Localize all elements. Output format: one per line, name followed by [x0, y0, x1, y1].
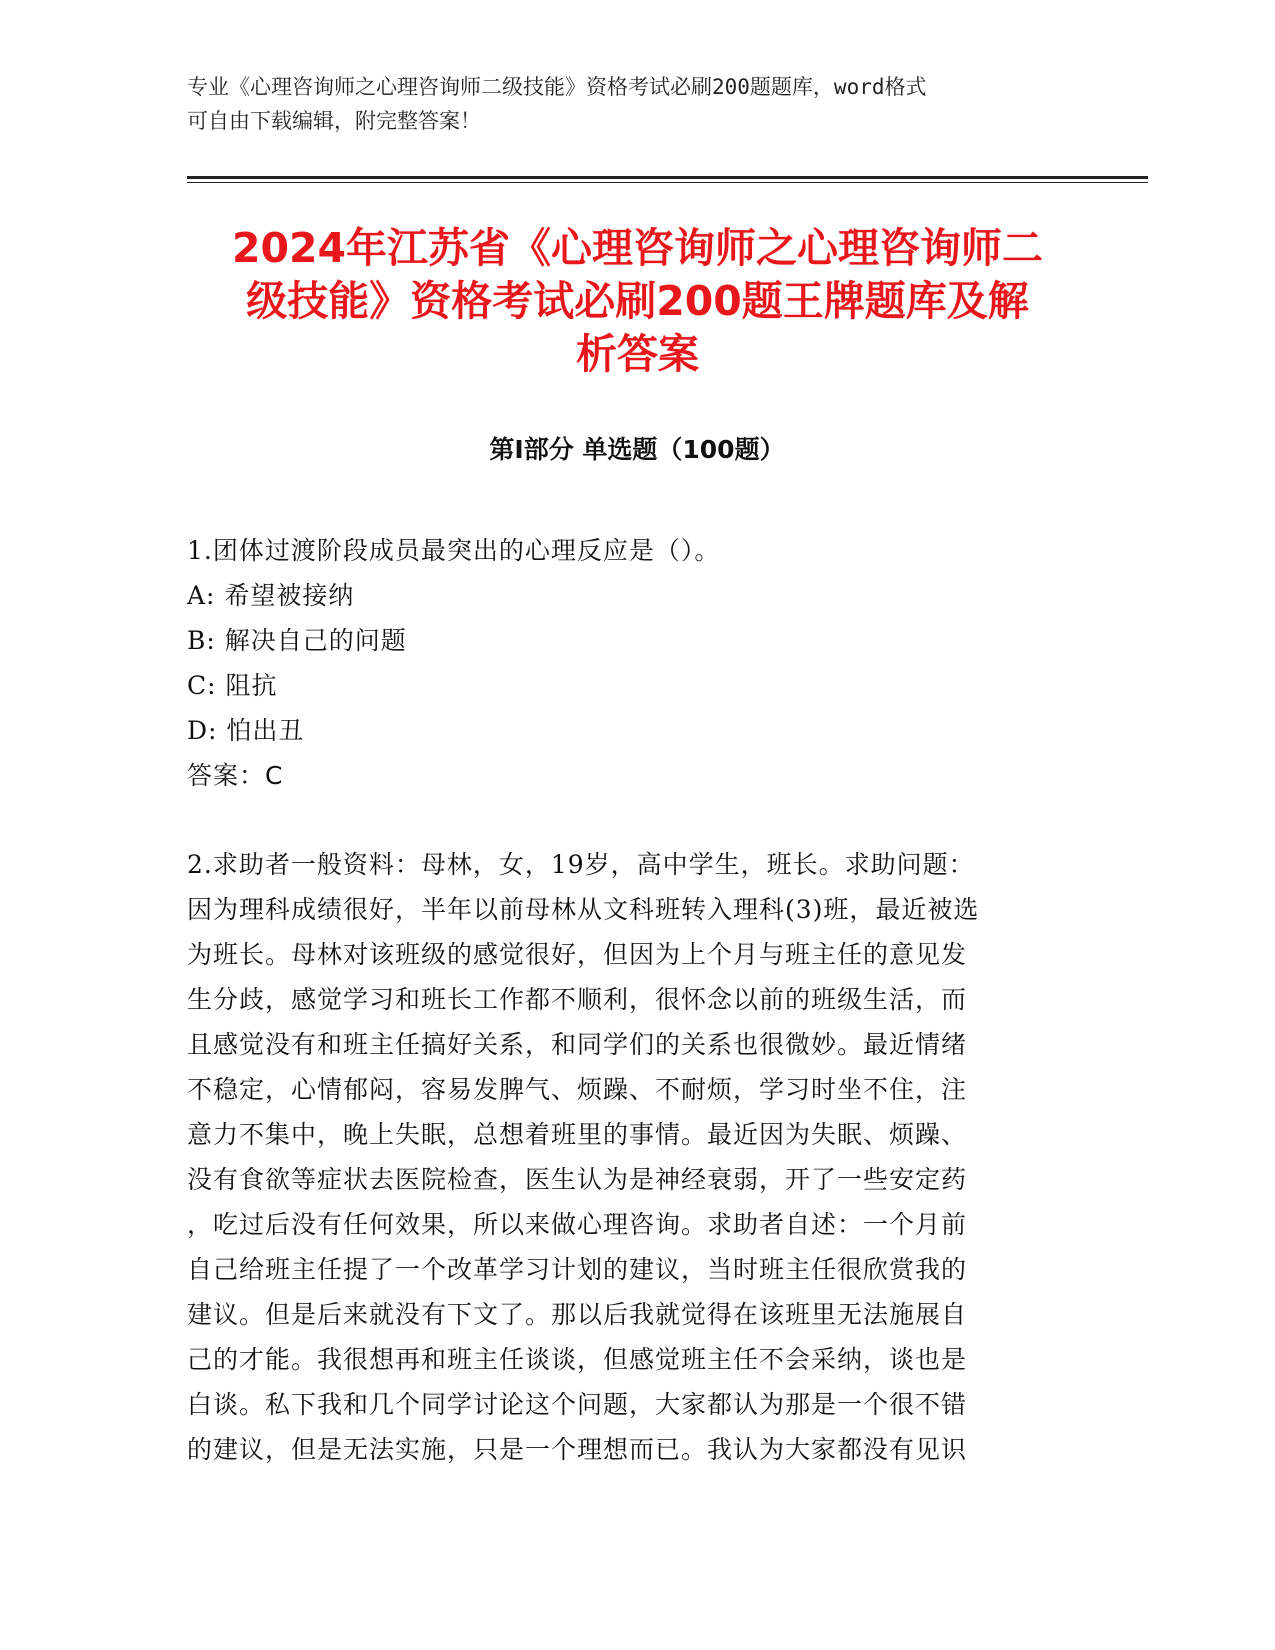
question-1-stem: 1.团体过渡阶段成员最突出的心理反应是（）。 — [187, 536, 721, 565]
question-2-line: 没有食欲等症状去医院检查，医生认为是神经衰弱，开了一些安定药 — [187, 1165, 968, 1194]
title-line-1: 2024年江苏省《心理咨询师之心理咨询师二 — [231, 224, 1044, 272]
question-2 — [187, 842, 1087, 1472]
question-2-line: 因为理科成绩很好，半年以前母林从文科班转入理科(3)班，最近被选 — [187, 895, 980, 924]
question-1-option-c: C: 阻抗 — [187, 671, 278, 700]
title-line-3: 析答案 — [576, 330, 699, 378]
question-2-line: 不稳定，心情郁闷，容易发脾气、烦躁、不耐烦，学习时坐不住，注 — [187, 1075, 968, 1104]
question-2-line: 且感觉没有和班主任搞好关系，和同学们的关系也很微妙。最近情绪 — [187, 1030, 968, 1059]
document-title — [180, 222, 1095, 381]
header-divider-thick — [187, 176, 1148, 179]
question-2-line: 为班长。母林对该班级的感觉很好，但因为上个月与班主任的意见发 — [187, 940, 968, 969]
question-2-line: 意力不集中，晚上失眠，总想着班里的事情。最近因为失眠、烦躁、 — [187, 1120, 968, 1149]
question-1 — [187, 528, 1087, 798]
title-line-2: 级技能》资格考试必刷200题王牌题库及解 — [246, 277, 1029, 325]
header-divider-thin — [187, 182, 1148, 183]
question-1-option-b: B: 解决自己的问题 — [187, 626, 407, 655]
question-2-line: 自己给班主任提了一个改革学习计划的建议，当时班主任很欣赏我的 — [187, 1255, 968, 1284]
question-1-answer: 答案：C — [187, 761, 284, 790]
question-2-line: 的建议，但是无法实施，只是一个理想而已。我认为大家都没有见识 — [187, 1435, 968, 1464]
question-2-line: 生分歧，感觉学习和班长工作都不顺利，很怀念以前的班级生活，而 — [187, 985, 968, 1014]
section-heading: 第Ⅰ部分 单选题（100题） — [489, 435, 785, 464]
question-1-option-a: A: 希望被接纳 — [187, 581, 355, 610]
question-2-line: 建议。但是后来就没有下文了。那以后我就觉得在该班里无法施展自 — [187, 1300, 968, 1329]
question-2-line: ，吃过后没有任何效果，所以来做心理咨询。求助者自述：一个月前 — [187, 1210, 968, 1239]
header-note — [187, 70, 1087, 138]
header-note-line-2: 可自由下载编辑，附完整答案！ — [187, 109, 481, 133]
question-2-line: 2.求助者一般资料：母林，女，19岁，高中学生，班长。求助问题： — [187, 850, 975, 879]
header-note-line-1: 专业《心理咨询师之心理咨询师二级技能》资格考试必刷200题题库，word格式 — [187, 75, 927, 99]
question-2-line: 白谈。私下我和几个同学讨论这个问题，大家都认为那是一个很不错 — [187, 1390, 968, 1419]
question-2-line: 己的才能。我很想再和班主任谈谈，但感觉班主任不会采纳，谈也是 — [187, 1345, 968, 1374]
question-1-option-d: D: 怕出丑 — [187, 716, 305, 745]
